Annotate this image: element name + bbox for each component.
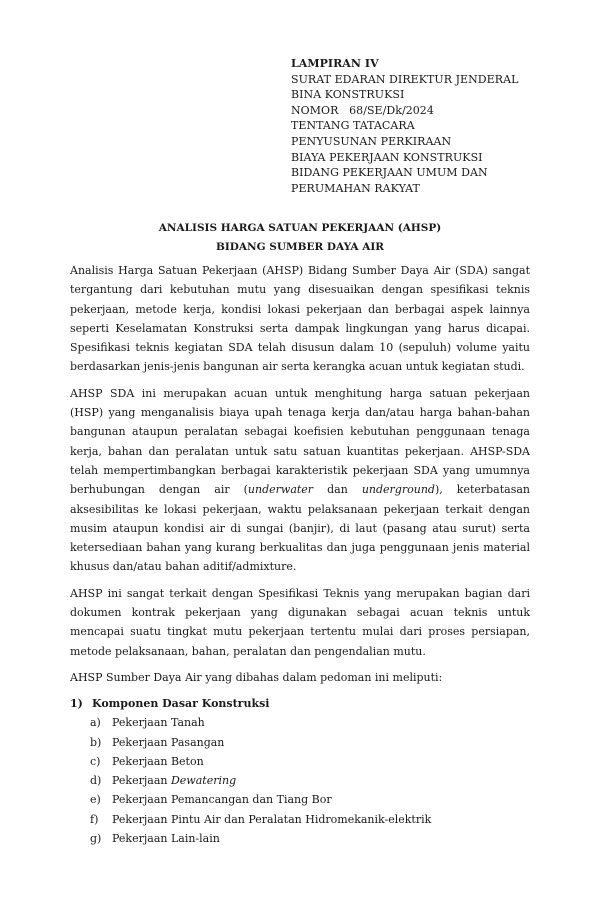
list-item <box>70 810 530 829</box>
paragraph-1: Analisis Harga Satuan Pekerjaan (AHSP) Bidang Sumber Daya Air (SDA) sangat tergantung dari kebutuhan mutu yang disesuaikan dengan spesifikasi teknis pekerjaan, metode kerja, kondisi lokasi pekerjaan dan berbagai aspek lainnya seperti Keselamatan Konstruksi serta dampak lingkungan yang harus dicapai. Spesifikasi teknis kegiatan SDA telah disusun dalam 10 (sepuluh) volume yaitu berdasarkan jenis-jenis bangunan air serta kerangka acuan untuk kegiatan studi. <box>70 264 530 374</box>
list-text: Pekerjaan Tanah <box>112 716 205 730</box>
lampiran-line: SURAT EDARAN DIREKTUR JENDERAL <box>291 72 519 86</box>
list-letter: f) <box>90 812 99 826</box>
lampiran-line: BINA KONSTRUKSI <box>291 88 405 102</box>
lampiran-line: PENYUSUNAN PERKIRAAN <box>291 134 452 148</box>
list-letter: a) <box>90 716 101 730</box>
lampiran-line: NOMOR 68/SE/Dk/2024 <box>291 103 434 117</box>
list-text-italic: Dewatering <box>170 774 237 788</box>
section-title: Komponen Dasar Konstruksi <box>92 697 270 711</box>
list-letter: c) <box>90 754 101 768</box>
lampiran-line: PERUMAHAN RAKYAT <box>291 181 420 195</box>
lampiran-line: BIDANG PEKERJAAN UMUM DAN <box>291 166 488 180</box>
list-letter: b) <box>90 735 102 749</box>
section-heading <box>70 694 530 713</box>
list-item <box>70 713 530 732</box>
list-letter: e) <box>90 793 101 807</box>
list-text: Pekerjaan Pintu Air dan Peralatan Hidromekanik-elektrik <box>112 812 432 826</box>
paragraph-2-text: ), keterbatasan aksesibilitas ke lokasi pekerjaan, waktu pelaksanaan pekerjaan terkait dengan musim ataupun kondisi air di sungai (banjir), di laut (pasang atau surut) serta ketersediaan bahan yang kurang berkualitas dan juga penggunaan jenis material khusus dan/atau bahan aditif/admixture. <box>70 483 531 574</box>
list-text: Pekerjaan Beton <box>112 754 204 768</box>
document-body <box>70 261 530 848</box>
lampiran-line: BIAYA PEKERJAAN KONSTRUKSI <box>291 150 483 164</box>
list-text: Pekerjaan Lain-lain <box>112 832 220 846</box>
list-item <box>70 733 530 752</box>
paragraph-4: AHSP Sumber Daya Air yang dibahas dalam pedoman ini meliputi: <box>70 670 443 684</box>
lampiran-title: LAMPIRAN IV <box>291 57 379 70</box>
paragraph-2-italic: underwater <box>247 483 314 497</box>
title-line-2: BIDANG SUMBER DAYA AIR <box>215 241 385 253</box>
list-item <box>70 771 530 790</box>
component-list <box>70 713 530 848</box>
paragraph-2-text: dan <box>313 483 362 497</box>
list-text: Pekerjaan Pasangan <box>112 735 225 749</box>
list-text: Pekerjaan <box>112 774 171 788</box>
list-letter: d) <box>90 774 102 788</box>
paragraph-2-text: AHSP SDA ini merupakan acuan untuk menghitung harga satuan pekerjaan (HSP) yang menganalisis biaya upah tenaga kerja dan/atau harga bahan-bahan bangunan ataupun peralatan sebagai koefisien kebutuhan penggunaan tenaga kerja, bahan dan peralatan untuk satu satuan kuantitas pekerjaan. AHSP-SDA telah mempertimbangkan berbagai karakteristik pekerjaan SDA yang umumnya berhubungan dengan air ( <box>70 386 530 497</box>
lampiran-line: TENTANG TATACARA <box>291 119 415 133</box>
list-letter: g) <box>90 832 102 846</box>
paragraph-2 <box>70 384 530 577</box>
list-item <box>70 752 530 771</box>
list-item <box>70 829 530 848</box>
paragraph-2-italic: underground <box>361 483 435 497</box>
section-number: 1) <box>70 697 83 711</box>
lampiran-header <box>291 56 518 196</box>
title-line-1: ANALISIS HARGA SATUAN PEKERJAAN (AHSP) <box>158 222 442 234</box>
paragraph-3: AHSP ini sangat terkait dengan Spesifikasi Teknis yang merupakan bagian dari dokumen kontrak pekerjaan yang digunakan sebagai acuan teknis untuk mencapai suatu tingkat mutu pekerjaan tertentu mulai dari proses persiapan, metode pelaksanaan, bahan, peralatan dan pengendalian mutu. <box>70 586 530 658</box>
list-item <box>70 790 530 809</box>
list-text: Pekerjaan Pemancangan dan Tiang Bor <box>112 793 332 807</box>
document-title <box>0 219 600 257</box>
